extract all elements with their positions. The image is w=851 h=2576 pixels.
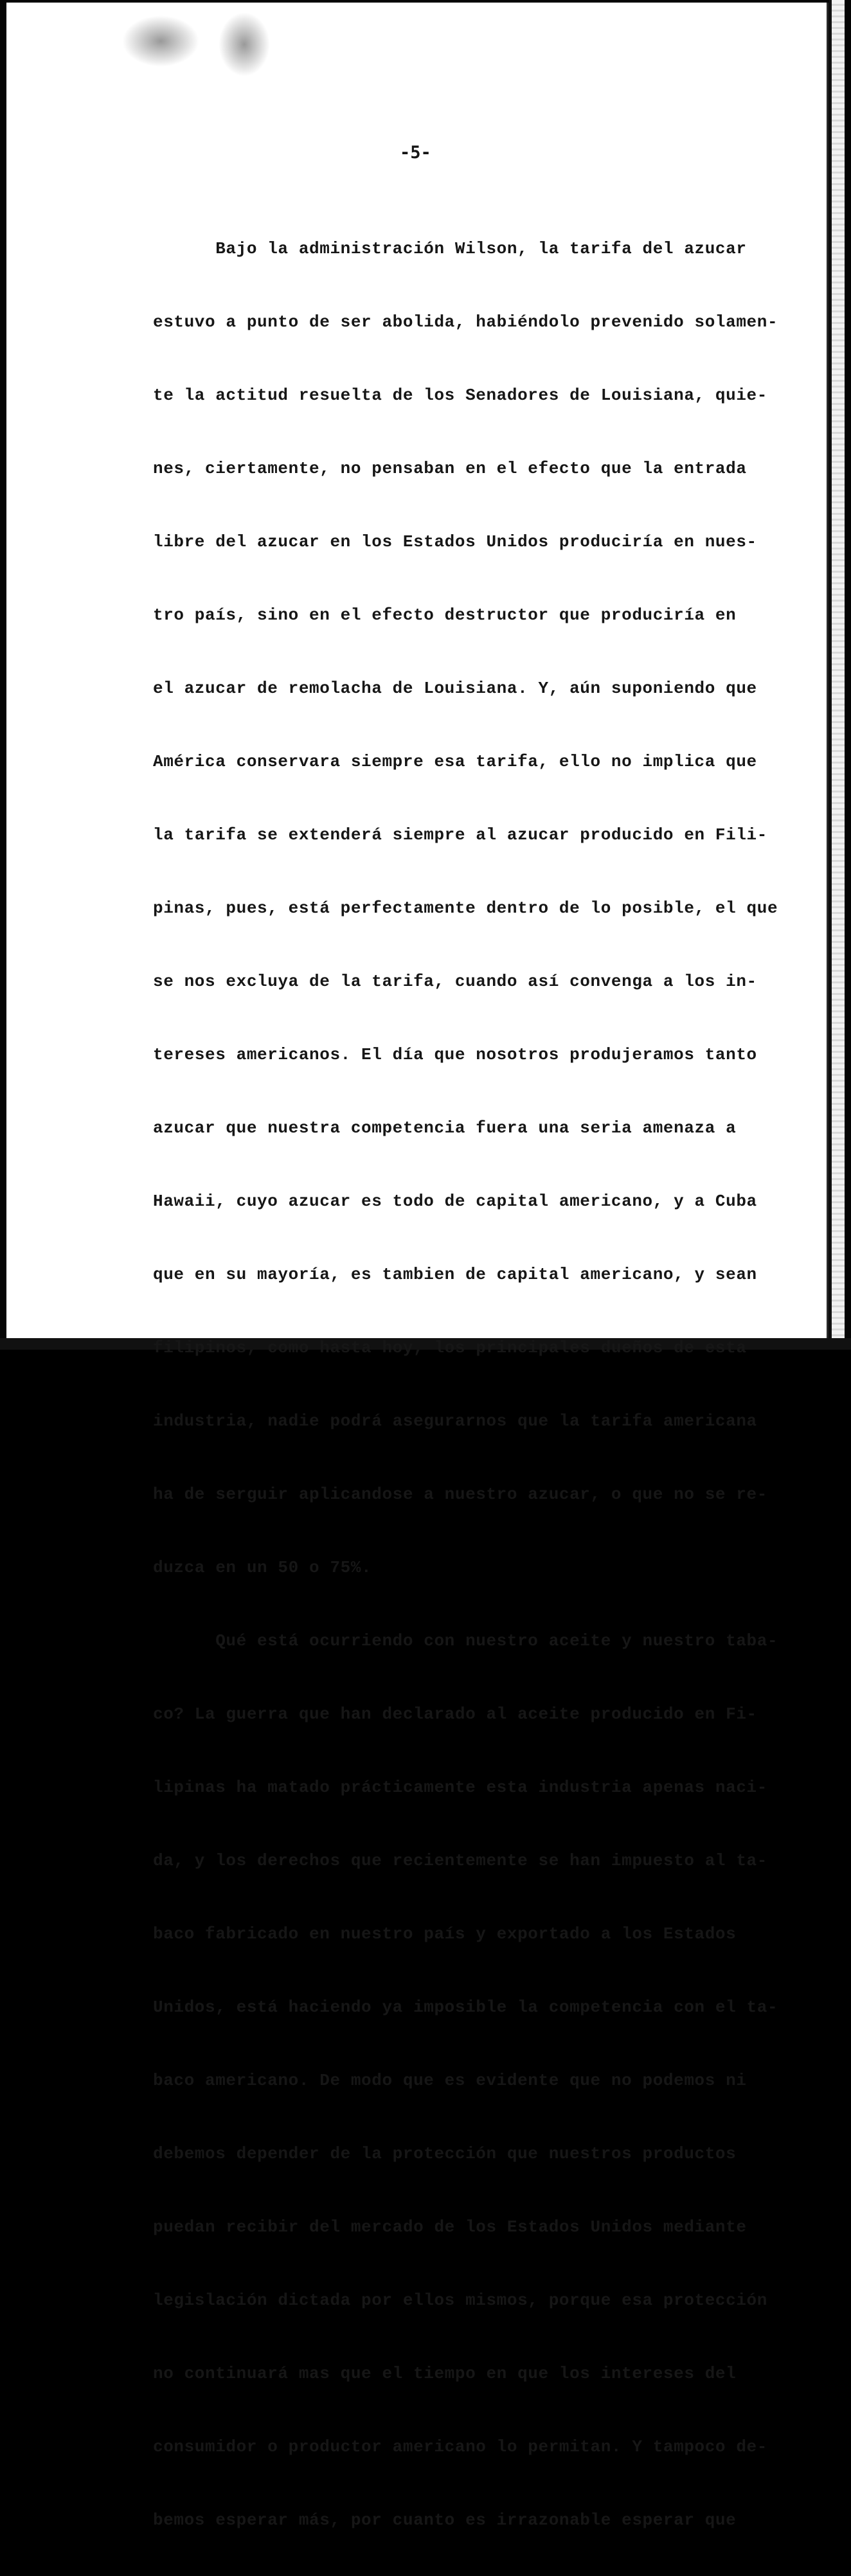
- text-line: no continuará mas que el tiempo en que los intereses del: [153, 2364, 737, 2383]
- page-number: -5-: [400, 143, 431, 163]
- text-line: nes, ciertamente, no pensaban en el efecto que la entrada: [153, 459, 747, 478]
- text-line: bemos esperar más, por cuanto es irrazonable esperar que: [153, 2510, 737, 2530]
- text-line: puedan recibir del mercado de los Estados Unidos mediante: [153, 2217, 747, 2237]
- text-line: estuvo a punto de ser abolida, habiéndolo prevenido solamen-: [153, 312, 778, 332]
- text-line: legislación dictada por ellos mismos, porque esa protección: [153, 2291, 767, 2310]
- text-line: baco fabricado en nuestro país y exportado a los Estados: [153, 1924, 737, 1944]
- text-line: filipinos, como hasta hoy, los principales dueños de esta: [153, 1338, 747, 1357]
- page-edge: [829, 0, 845, 1350]
- text-line: duzca en un 50 o 75%.: [153, 1558, 372, 1577]
- text-line: Qué está ocurriendo con nuestro aceite y nuestro taba-: [153, 1631, 778, 1650]
- text-line: da, y los derechos que recientemente se han impuesto al ta-: [153, 1851, 767, 1870]
- text-line: el azucar de remolacha de Louisiana. Y, aún suponiendo que: [153, 679, 757, 698]
- text-line: lipinas ha matado prácticamente esta industria apenas naci-: [153, 1778, 767, 1797]
- text-line: la tarifa se extenderá siempre al azucar producido en Fili-: [153, 825, 767, 845]
- text-line: Unidos, está haciendo ya imposible la competencia con el ta-: [153, 1998, 778, 2017]
- text-line: tereses americanos. El día que nosotros produjeramos tanto: [153, 1045, 757, 1064]
- text-line: industria, nadie podrá asegurarnos que la tarifa americana: [153, 1411, 757, 1431]
- text-line: libre del azucar en los Estados Unidos produciría en nues-: [153, 532, 757, 551]
- text-line: ha de serguir aplicandose a nuestro azucar, o que no se re-: [153, 1485, 767, 1504]
- text-line: co? La guerra que han declarado al aceite producido en Fi-: [153, 1704, 757, 1724]
- text-line: consumidor o productor americano lo permitan. Y tampoco de-: [153, 2437, 767, 2456]
- scan-smudge: [219, 12, 270, 76]
- text-line: Bajo la administración Wilson, la tarifa del azucar: [153, 239, 747, 258]
- text-line: se nos excluya de la tarifa, cuando así convenga a los in-: [153, 972, 757, 991]
- text-line: azucar que nuestra competencia fuera una seria amenaza a: [153, 1118, 737, 1138]
- scan-smudge: [122, 15, 199, 67]
- body-text: [153, 193, 778, 2576]
- text-line: baco americano. De modo que es evidente que no podemos ni: [153, 2071, 747, 2090]
- text-line: te la actitud resuelta de los Senadores de Louisiana, quie-: [153, 386, 767, 405]
- text-line: tro país, sino en el efecto destructor que produciría en: [153, 605, 737, 625]
- text-line: debemos depender de la protección que nuestros productos: [153, 2144, 737, 2163]
- text-line: Hawaii, cuyo azucar es todo de capital americano, y a Cuba: [153, 1192, 757, 1211]
- text-line: América conservara siempre esa tarifa, ello no implica que: [153, 752, 757, 771]
- text-line: que en su mayoría, es tambien de capital americano, y sean: [153, 1265, 757, 1284]
- text-line: pinas, pues, está perfectamente dentro de lo posible, el que: [153, 899, 778, 918]
